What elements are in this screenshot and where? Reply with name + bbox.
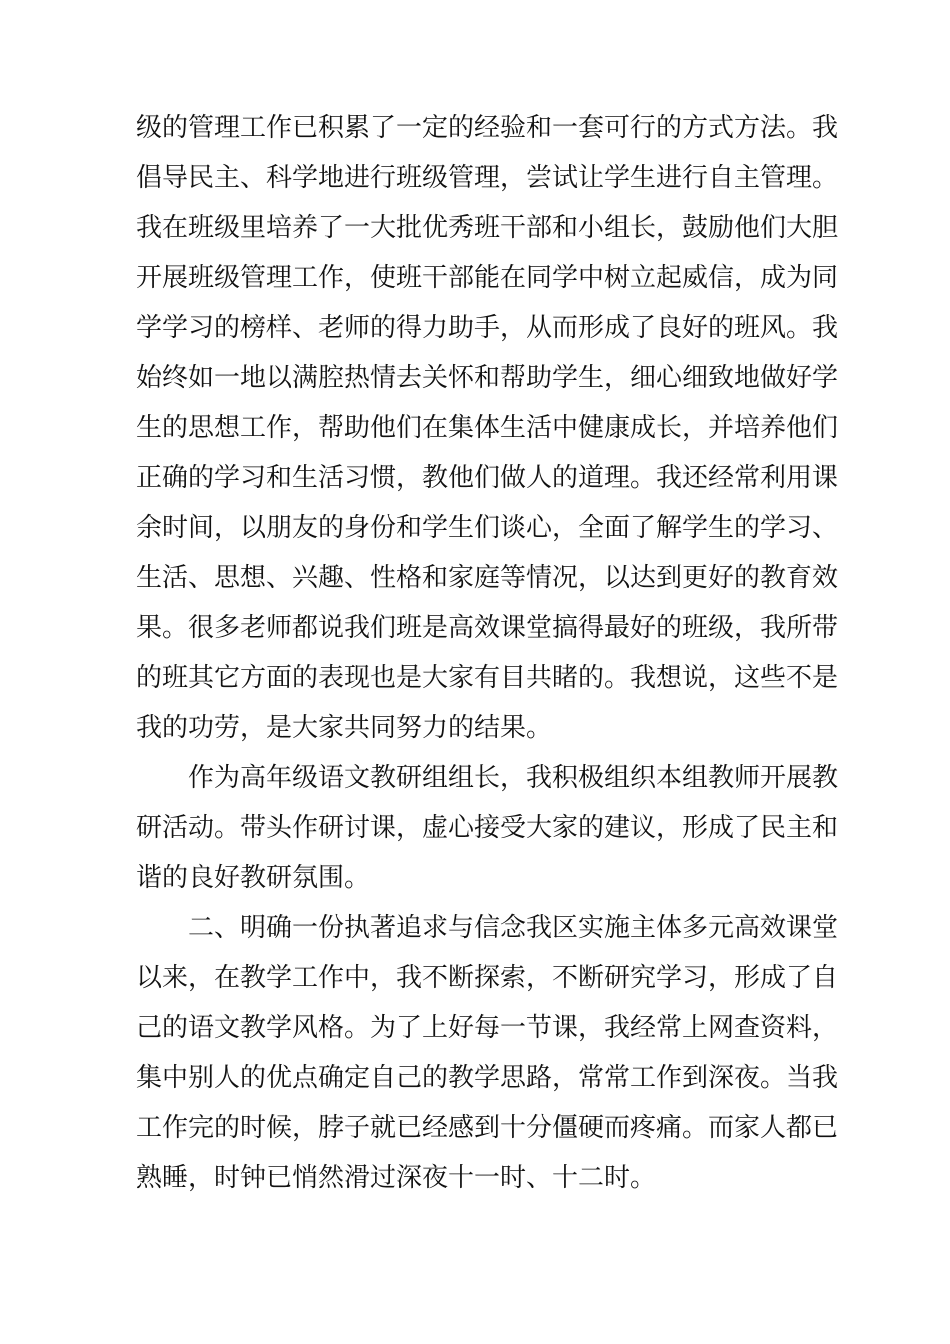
text-line: 以来，在教学工作中，我不断探索，不断研究学习，形成了自 (136, 963, 839, 993)
text-line: 果。很多老师都说我们班是高效课堂搞得最好的班级，我所带 (136, 613, 839, 643)
paragraph-class-management (136, 103, 839, 753)
paragraph-pursuit-and-belief (136, 903, 839, 1203)
text-line: 学学习的榜样、老师的得力助手，从而形成了良好的班风。我 (136, 313, 839, 343)
text-line: 的班其它方面的表现也是大家有目共睹的。我想说，这些不是 (136, 663, 839, 693)
text-line: 己的语文教学风格。为了上好每一节课，我经常上网查资料， (136, 1013, 839, 1043)
text-line: 余时间，以朋友的身份和学生们谈心，全面了解学生的学习、 (136, 513, 839, 543)
text-line: 我的功劳，是大家共同努力的结果。 (136, 713, 553, 743)
text-line: 始终如一地以满腔热情去关怀和帮助学生，细心细致地做好学 (136, 363, 839, 393)
paragraph-teaching-research (136, 753, 839, 903)
text-line: 研活动。带头作研讨课，虚心接受大家的建议，形成了民主和 (136, 813, 839, 843)
text-line: 工作完的时候，脖子就已经感到十分僵硬而疼痛。而家人都已 (136, 1113, 839, 1143)
text-line: 作为高年级语文教研组组长，我积极组织本组教师开展教 (188, 763, 839, 793)
text-line: 熟睡，时钟已悄然滑过深夜十一时、十二时。 (136, 1163, 657, 1193)
text-line: 谐的良好教研氛围。 (136, 863, 371, 893)
text-line: 生活、思想、兴趣、性格和家庭等情况，以达到更好的教育效 (136, 563, 839, 593)
text-line: 开展班级管理工作，使班干部能在同学中树立起威信，成为同 (136, 263, 839, 293)
text-line: 生的思想工作，帮助他们在集体生活中健康成长，并培养他们 (136, 413, 839, 443)
text-line: 正确的学习和生活习惯，教他们做人的道理。我还经常利用课 (136, 463, 839, 493)
text-line: 二、明确一份执著追求与信念我区实施主体多元高效课堂 (188, 913, 839, 943)
text-line: 我在班级里培养了一大批优秀班干部和小组长，鼓励他们大胆 (136, 213, 839, 243)
text-line: 级的管理工作已积累了一定的经验和一套可行的方式方法。我 (136, 113, 839, 143)
text-line: 倡导民主、科学地进行班级管理，尝试让学生进行自主管理。 (136, 163, 839, 193)
text-line: 集中别人的优点确定自己的教学思路，常常工作到深夜。当我 (136, 1063, 839, 1093)
